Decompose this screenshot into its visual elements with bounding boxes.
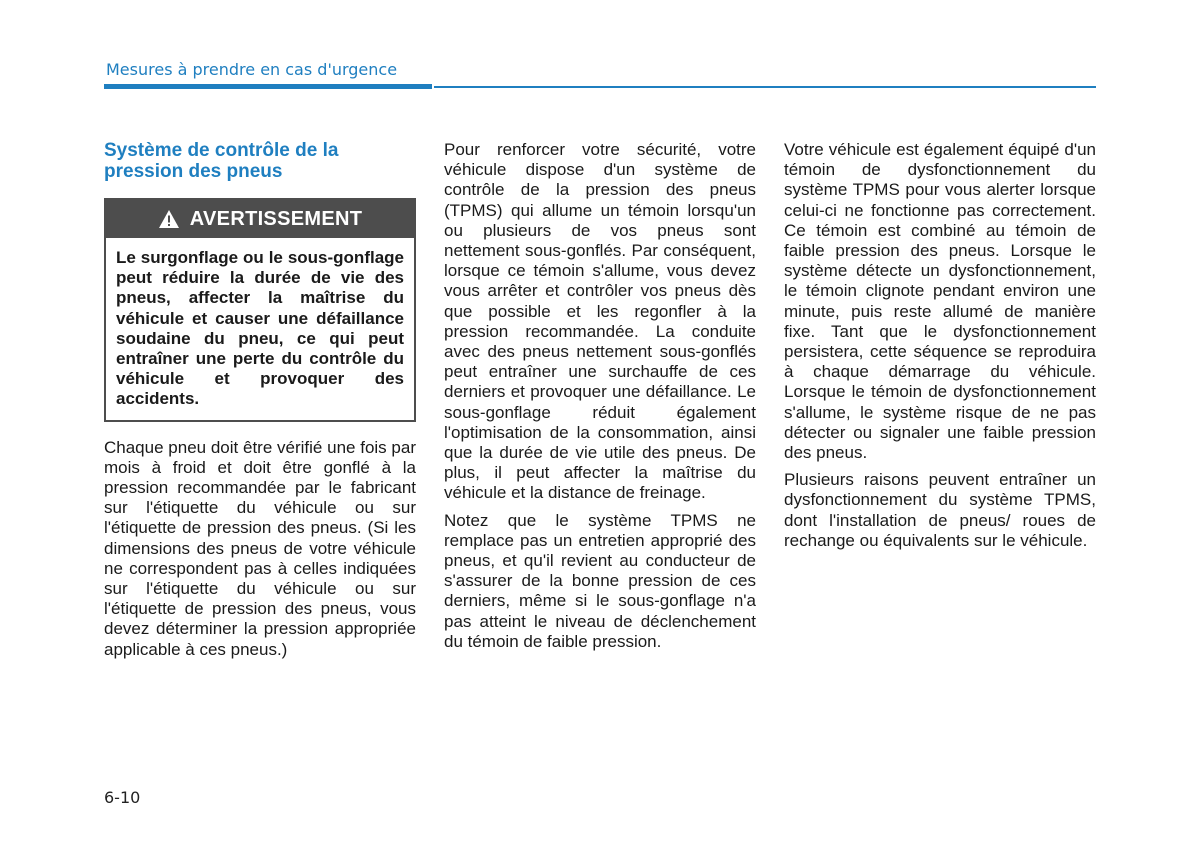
paragraph: Notez que le système TPMS ne remplace pas un entretien approprié des pneus, et qu'il revient au conducteur de s'assurer de la bonne pression de ces derniers, même si le sous-gonflage n'a pas atteint le niveau de déclenchement du témoin de faible pression. — [444, 510, 756, 651]
warning-label: AVERTISSEMENT — [189, 207, 363, 230]
warning-box — [104, 198, 416, 422]
chapter-title: Mesures à prendre en cas d'urgence — [106, 60, 398, 79]
paragraph: Chaque pneu doit être vérifié une fois par mois à froid et doit être gonflé à la pression recommandée par le fabricant sur l'étiquette du véhicule ou sur l'étiquette de pression des pneus. (Si les dimensions des pneus de votre véhicule ne correspondent pas à celles indiquées sur l'étiquette du véhicule ou sur l'étiquette de pression des pneus, vous devez déterminer la pression appropriée applicable à ces pneus.) — [104, 437, 416, 659]
paragraph: Plusieurs raisons peuvent entraîner un dysfonctionnement du système TPMS, dont l'installation de pneus/ roues de rechange ou équivalents sur le véhicule. — [784, 470, 1096, 550]
paragraph: Votre véhicule est également équipé d'un témoin de dysfonctionnement du système TPMS pour vous alerter lorsque celui-ci ne fonctionne pas correctement. Ce témoin est combiné au témoin de faible pression des pneus. Lorsque le système détecte un dysfonctionnement, le témoin clignote pendant environ une minute, puis reste allumé de manière fixe. Tant que le dysfonctionnement persistera, cette séquence se reproduira à chaque démarrage du véhicule. Lorsque le témoin de dysfonctionnement s'allume, le système risque de ne pas détecter ou signaler une faible pression des pneus. — [784, 140, 1096, 463]
header-rule — [434, 86, 1096, 88]
page-number: 6-10 — [104, 788, 141, 807]
warning-triangle-icon — [158, 209, 180, 229]
paragraph: Pour renforcer votre sécurité, votre véhicule dispose d'un système de contrôle de la pression des pneus (TPMS) qui allume un témoin lorsqu'un ou plusieurs de vos pneus sont nettement sous-gonflés. Par conséquent, lorsque ce témoin s'allume, vous devez vous arrêter et contrôler vos pneus dès que possible et les regonfler à la pression recommandée. La conduite avec des pneus nettement sous-gonflés peut entraîner une surchauffe de ces derniers et provoquer une défaillance. Le sous-gonflage réduit également l'optimisation de la consommation, ainsi que la durée de vie utile des pneus. De plus, il peut affecter la maîtrise du véhicule et la distance de freinage. — [444, 140, 756, 503]
column-3 — [784, 140, 1096, 558]
warning-header — [106, 200, 414, 238]
warning-text: Le surgonflage ou le sous-gonflage peut réduire la durée de vie des pneus, affecter la maîtrise du véhicule et causer une défaillance soudaine du pneu, ce qui peut entraîner une perte du contrôle du véhicule et provoquer des accidents. — [116, 248, 404, 409]
section-title: Système de contrôle de la pression des pneus — [104, 140, 339, 182]
header-accent-bar — [104, 84, 432, 89]
column-1 — [104, 140, 416, 667]
column-2 — [444, 140, 756, 659]
